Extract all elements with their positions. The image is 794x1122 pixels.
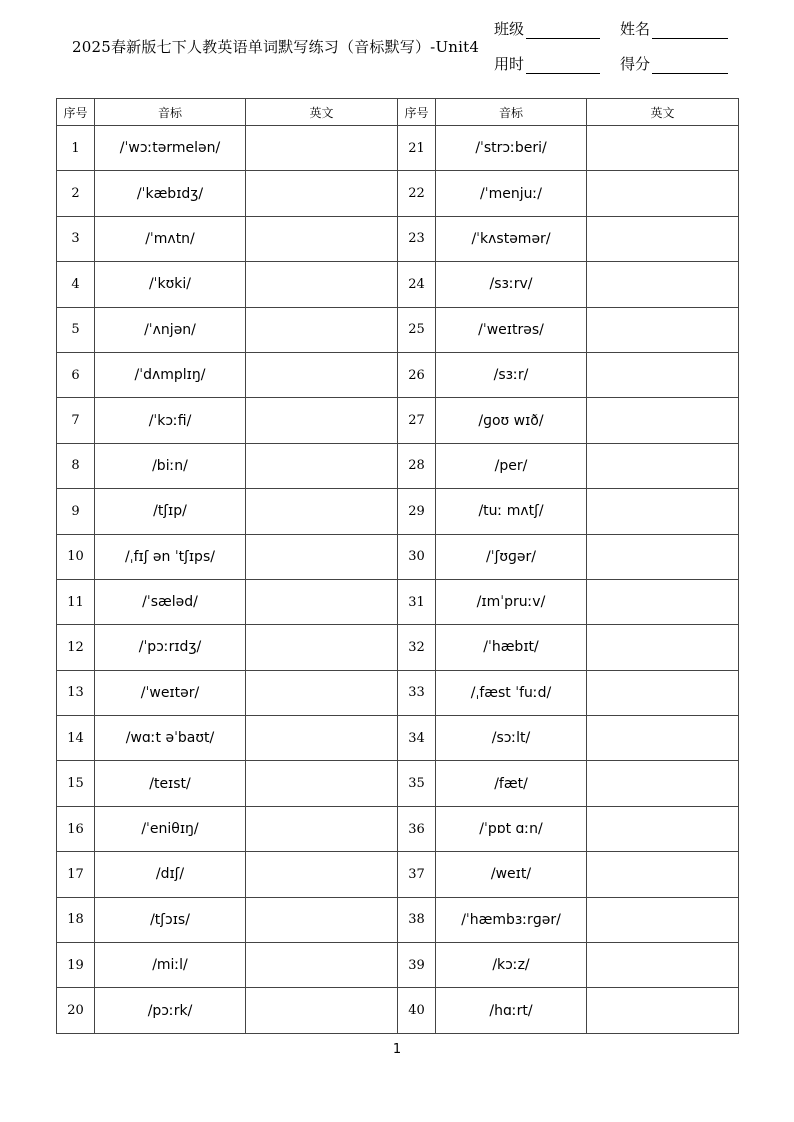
table-row [57, 171, 739, 216]
item-number: 9 [57, 489, 95, 534]
table-row [57, 126, 739, 171]
item-number: 15 [57, 761, 95, 806]
item-number: 27 [398, 398, 436, 443]
phonetic-cell: /teɪst/ [95, 761, 246, 806]
phonetic-cell: /ˈʃʊɡər/ [436, 534, 587, 579]
table-header-row [57, 99, 739, 126]
english-answer-cell[interactable] [246, 670, 398, 715]
item-number: 11 [57, 579, 95, 624]
english-answer-cell[interactable] [587, 943, 739, 988]
english-answer-cell[interactable] [587, 670, 739, 715]
phonetic-cell: /ˈpɒt ɑːn/ [436, 806, 587, 851]
item-number: 4 [57, 262, 95, 307]
phonetic-cell: /ˈkʊki/ [95, 262, 246, 307]
phonetic-cell: /kɔːz/ [436, 943, 587, 988]
item-number: 37 [398, 852, 436, 897]
english-answer-cell[interactable] [246, 806, 398, 851]
item-number: 28 [398, 443, 436, 488]
english-answer-cell[interactable] [587, 806, 739, 851]
phonetic-cell: /ˈweɪtrəs/ [436, 307, 587, 352]
table-row [57, 988, 739, 1033]
phonetic-cell: /ˈkɔːfi/ [95, 398, 246, 443]
phonetic-cell: /tʃɔɪs/ [95, 897, 246, 942]
table-row [57, 216, 739, 261]
item-number: 10 [57, 534, 95, 579]
english-answer-cell[interactable] [587, 988, 739, 1033]
item-number: 39 [398, 943, 436, 988]
english-answer-cell[interactable] [587, 579, 739, 624]
header-english-right: 英文 [587, 99, 739, 126]
item-number: 1 [57, 126, 95, 171]
english-answer-cell[interactable] [587, 897, 739, 942]
item-number: 30 [398, 534, 436, 579]
item-number: 19 [57, 943, 95, 988]
item-number: 5 [57, 307, 95, 352]
time-field [494, 53, 600, 74]
phonetic-cell: /tuː mʌtʃ/ [436, 489, 587, 534]
english-answer-cell[interactable] [587, 398, 739, 443]
phonetic-cell: /dɪʃ/ [95, 852, 246, 897]
table-row [57, 943, 739, 988]
phonetic-cell: /ˌfɪʃ ən ˈtʃɪps/ [95, 534, 246, 579]
item-number: 23 [398, 216, 436, 261]
table-row [57, 352, 739, 397]
table-row [57, 806, 739, 851]
class-blank[interactable] [526, 24, 600, 39]
english-answer-cell[interactable] [246, 716, 398, 761]
english-answer-cell[interactable] [246, 943, 398, 988]
item-number: 14 [57, 716, 95, 761]
item-number: 2 [57, 171, 95, 216]
english-answer-cell[interactable] [246, 352, 398, 397]
english-answer-cell[interactable] [246, 489, 398, 534]
english-answer-cell[interactable] [587, 534, 739, 579]
header-phonetic-right: 音标 [436, 99, 587, 126]
score-blank[interactable] [652, 59, 728, 74]
phonetic-cell: /ɪmˈpruːv/ [436, 579, 587, 624]
phonetic-cell: /fæt/ [436, 761, 587, 806]
item-number: 16 [57, 806, 95, 851]
phonetic-cell: /ɡoʊ wɪð/ [436, 398, 587, 443]
phonetic-cell: /ˈwɔːtərmelən/ [95, 126, 246, 171]
item-number: 31 [398, 579, 436, 624]
phonetic-cell: /miːl/ [95, 943, 246, 988]
phonetic-cell: /ˈhæmbɜːrɡər/ [436, 897, 587, 942]
english-answer-cell[interactable] [246, 216, 398, 261]
phonetic-cell: /ˈeniθɪŋ/ [95, 806, 246, 851]
table-row [57, 489, 739, 534]
english-answer-cell[interactable] [587, 352, 739, 397]
english-answer-cell[interactable] [587, 761, 739, 806]
table-row [57, 761, 739, 806]
item-number: 24 [398, 262, 436, 307]
table-row [57, 716, 739, 761]
vocab-table [56, 98, 739, 1034]
name-blank[interactable] [652, 24, 728, 39]
phonetic-cell: /ˌfæst ˈfuːd/ [436, 670, 587, 715]
english-answer-cell[interactable] [587, 307, 739, 352]
english-answer-cell[interactable] [587, 625, 739, 670]
table-row [57, 670, 739, 715]
item-number: 3 [57, 216, 95, 261]
phonetic-cell: /biːn/ [95, 443, 246, 488]
english-answer-cell[interactable] [587, 489, 739, 534]
table-row [57, 443, 739, 488]
english-answer-cell[interactable] [246, 398, 398, 443]
table-row [57, 262, 739, 307]
item-number: 7 [57, 398, 95, 443]
english-answer-cell[interactable] [246, 761, 398, 806]
table-row [57, 307, 739, 352]
table-row [57, 625, 739, 670]
english-answer-cell[interactable] [246, 625, 398, 670]
item-number: 17 [57, 852, 95, 897]
item-number: 35 [398, 761, 436, 806]
phonetic-cell: /per/ [436, 443, 587, 488]
item-number: 18 [57, 897, 95, 942]
header-english-left: 英文 [246, 99, 398, 126]
item-number: 36 [398, 806, 436, 851]
item-number: 8 [57, 443, 95, 488]
english-answer-cell[interactable] [246, 852, 398, 897]
table-row [57, 852, 739, 897]
table-row [57, 897, 739, 942]
english-answer-cell[interactable] [587, 171, 739, 216]
phonetic-cell: /weɪt/ [436, 852, 587, 897]
english-answer-cell[interactable] [587, 716, 739, 761]
class-field [494, 18, 600, 39]
time-blank[interactable] [526, 59, 600, 74]
page-title: 2025春新版七下人教英语单词默写练习（音标默写）-Unit4 [72, 38, 480, 56]
phonetic-cell: /sɜːr/ [436, 352, 587, 397]
item-number: 34 [398, 716, 436, 761]
name-label: 姓名 [620, 20, 651, 38]
phonetic-cell: /ˈpɔːrɪdʒ/ [95, 625, 246, 670]
phonetic-cell: /ˈsæləd/ [95, 579, 246, 624]
phonetic-cell: /tʃɪp/ [95, 489, 246, 534]
english-answer-cell[interactable] [246, 579, 398, 624]
phonetic-cell: /hɑːrt/ [436, 988, 587, 1033]
score-label: 得分 [620, 55, 651, 73]
item-number: 38 [398, 897, 436, 942]
english-answer-cell[interactable] [246, 534, 398, 579]
item-number: 13 [57, 670, 95, 715]
item-number: 32 [398, 625, 436, 670]
table-row [57, 534, 739, 579]
time-label: 用时 [494, 55, 525, 73]
item-number: 22 [398, 171, 436, 216]
english-answer-cell[interactable] [587, 262, 739, 307]
english-answer-cell[interactable] [587, 216, 739, 261]
phonetic-cell: /sɔːlt/ [436, 716, 587, 761]
english-answer-cell[interactable] [246, 897, 398, 942]
english-answer-cell[interactable] [246, 171, 398, 216]
item-number: 6 [57, 352, 95, 397]
phonetic-cell: /pɔːrk/ [95, 988, 246, 1033]
phonetic-cell: /ˈkʌstəmər/ [436, 216, 587, 261]
english-answer-cell[interactable] [246, 262, 398, 307]
item-number: 40 [398, 988, 436, 1033]
english-answer-cell[interactable] [587, 852, 739, 897]
item-number: 20 [57, 988, 95, 1033]
english-answer-cell[interactable] [246, 126, 398, 171]
table-row [57, 398, 739, 443]
phonetic-cell: /ˈmenjuː/ [436, 171, 587, 216]
phonetic-cell: /wɑːt əˈbaʊt/ [95, 716, 246, 761]
english-answer-cell[interactable] [587, 443, 739, 488]
item-number: 33 [398, 670, 436, 715]
item-number: 21 [398, 126, 436, 171]
english-answer-cell[interactable] [246, 307, 398, 352]
phonetic-cell: /ˈweɪtər/ [95, 670, 246, 715]
english-answer-cell[interactable] [246, 988, 398, 1033]
english-answer-cell[interactable] [246, 443, 398, 488]
item-number: 25 [398, 307, 436, 352]
table-row [57, 579, 739, 624]
class-label: 班级 [494, 20, 525, 38]
phonetic-cell: /ˈhæbɪt/ [436, 625, 587, 670]
phonetic-cell: /ˈdʌmplɪŋ/ [95, 352, 246, 397]
phonetic-cell: /ˈstrɔːberi/ [436, 126, 587, 171]
header-number-right: 序号 [398, 99, 436, 126]
item-number: 12 [57, 625, 95, 670]
item-number: 29 [398, 489, 436, 534]
phonetic-cell: /ˈkæbɪdʒ/ [95, 171, 246, 216]
header-number-left: 序号 [57, 99, 95, 126]
phonetic-cell: /ˈʌnjən/ [95, 307, 246, 352]
score-field [620, 53, 728, 74]
page-number: 1 [392, 1042, 402, 1057]
phonetic-cell: /ˈmʌtn/ [95, 216, 246, 261]
name-field [620, 18, 728, 39]
item-number: 26 [398, 352, 436, 397]
phonetic-cell: /sɜːrv/ [436, 262, 587, 307]
english-answer-cell[interactable] [587, 126, 739, 171]
header-phonetic-left: 音标 [95, 99, 246, 126]
